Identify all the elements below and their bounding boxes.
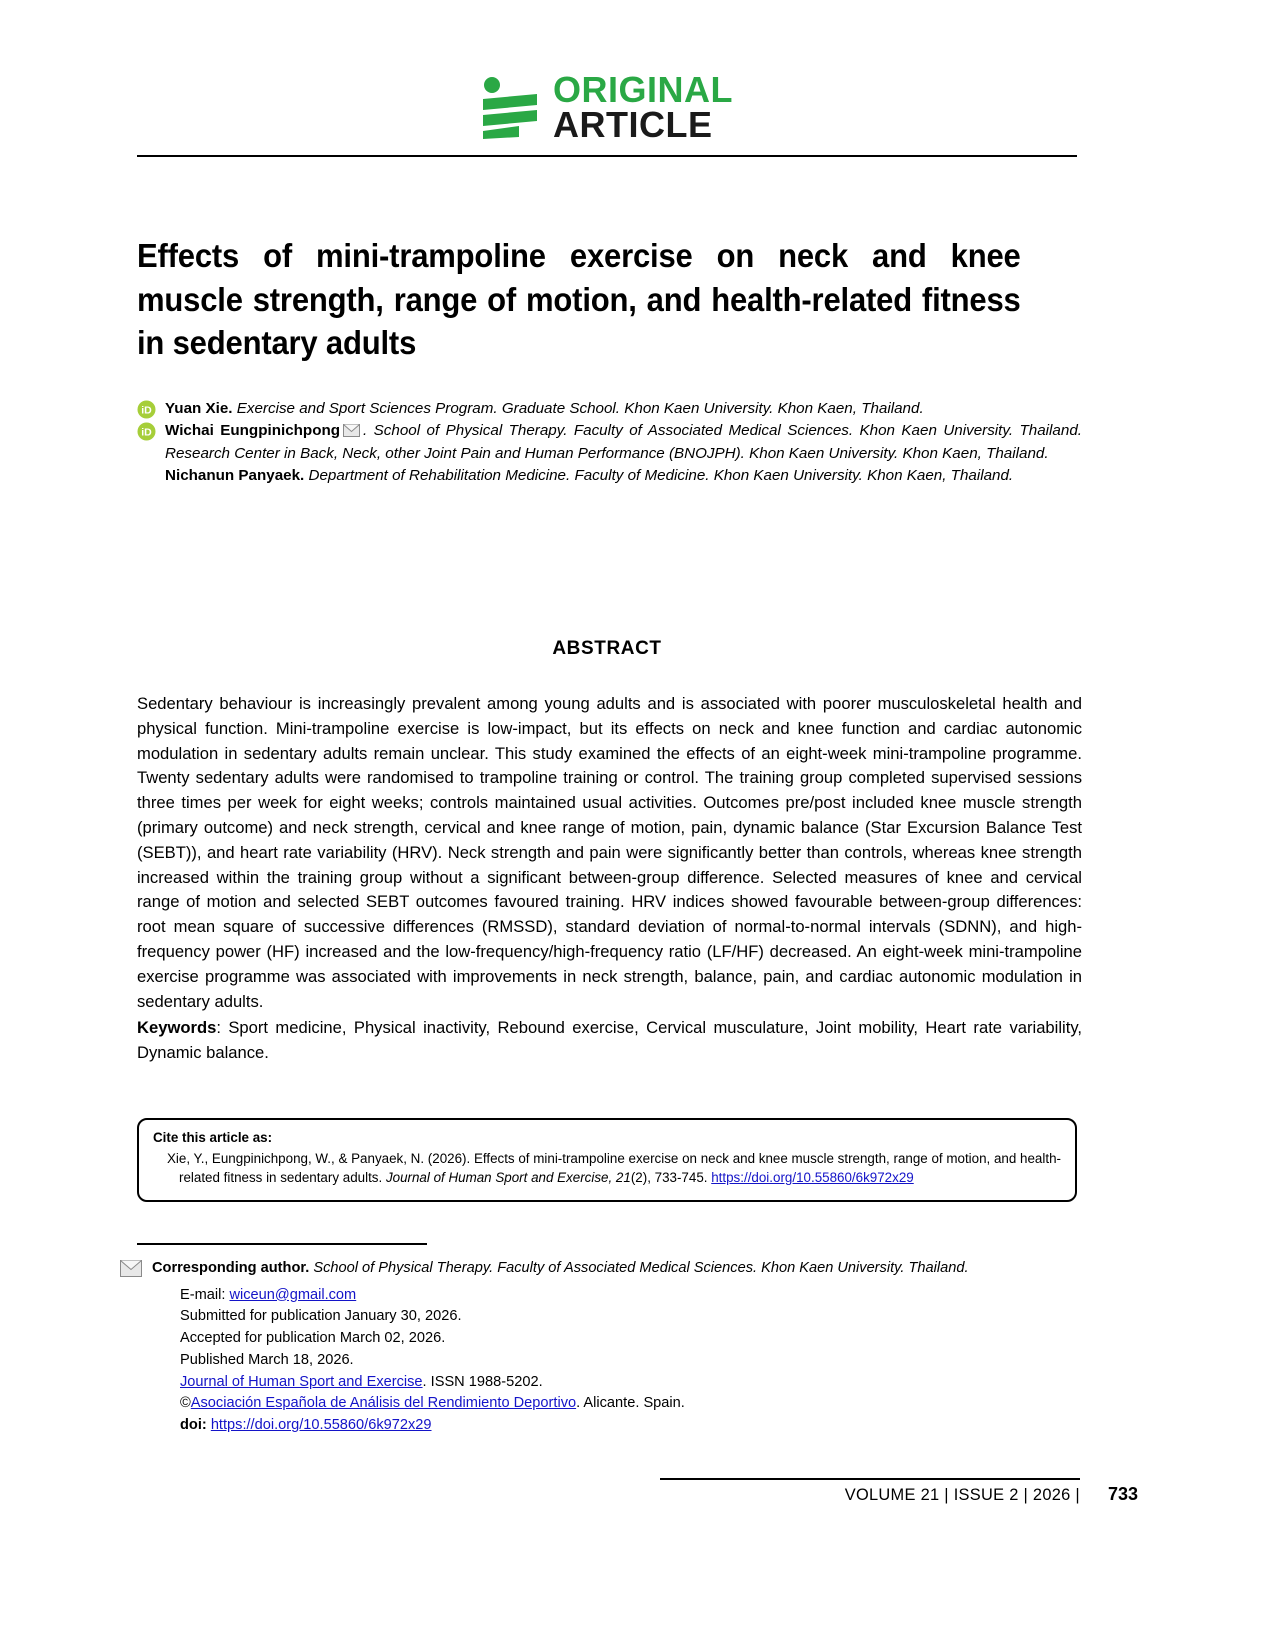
cite-doi-link[interactable]: https://doi.org/10.55860/6k972x29: [711, 1170, 914, 1186]
footnote-block: [120, 1258, 1080, 1437]
footnote-publisher-line: [180, 1393, 1080, 1415]
logo-text-original: ORIGINAL: [553, 68, 733, 110]
author-entry-3: [137, 465, 1082, 487]
page-title: Effects of mini-trampoline exercise on neck and knee muscle strength, range of motion, and health-related fitness in sedentary adults: [137, 237, 1021, 362]
svg-text:iD: iD: [141, 426, 152, 439]
author-affiliation: . School of Physical Therapy. Faculty of Associated Medical Sciences. Khon Kaen University. Thailand.: [363, 421, 1082, 439]
cite-journal-name: Journal of Human Sport and Exercise, 21: [385, 1170, 631, 1186]
journal-link[interactable]: Journal of Human Sport and Exercise: [180, 1373, 423, 1390]
cite-box-reference: [153, 1149, 1061, 1188]
email-label: E-mail:: [180, 1286, 230, 1303]
keywords-line: [137, 1016, 1082, 1066]
masthead-divider: [137, 155, 1077, 157]
footnote-submitted-line: Submitted for publication January 30, 2026.: [180, 1308, 462, 1325]
publisher-link[interactable]: Asociación Española de Análisis del Rendimiento Deportivo: [190, 1395, 577, 1412]
author-text: [165, 465, 1082, 487]
footer-divider: [660, 1478, 1080, 1480]
author-text: [165, 398, 1082, 420]
abstract-section: [137, 692, 1082, 1066]
corresponding-author-text: [152, 1258, 969, 1280]
cite-box-title: Cite this article as:: [153, 1130, 273, 1145]
keywords-label: Keywords: [137, 1018, 217, 1038]
footnote-detail-lines: [120, 1285, 1080, 1437]
publisher-city: . Alicante. Spain.: [576, 1395, 685, 1412]
author-text: [165, 420, 1082, 465]
abstract-text: Sedentary behaviour is increasingly prevalent among young adults and is associated with poorer musculoskeletal health and physical function. Mini-trampoline exercise is low-impact, but its effects on neck and knee function and cardiac autonomic modulation in sedentary adults remain unclear. This study examined the effects of an eight-week mini-trampoline programme. Twenty sedentary adults were randomised to trampoline training or control. The training group completed supervised sessions three times per week for eight weeks; controls maintained usual activities. Outcomes pre/post included knee muscle strength (primary outcome) and neck strength, cervical and knee range of motion, pain, dynamic balance (Star Excursion Balance Test (SEBT)), and heart rate variability (HRV). Neck strength and pain were significantly better than controls, whereas knee strength increased within the training group without a significant between-group difference. Selected measures of knee and cervical range of motion and selected SEBT outcomes favoured training. HRV indices showed favourable between-group differences: root mean square of successive differences (RMSSD), standard deviation of normal-to-normal intervals (SDNN), and high-frequency power (HF) increased and the low-frequency/high-frequency ratio (LF/HF) decreased. An eight-week mini-trampoline exercise programme was associated with improvements in neck strength, balance, pain, and cardiac autonomic modulation in sedentary adults.: [137, 694, 1082, 1011]
footnote-email-line: [180, 1285, 1080, 1307]
svg-text:iD: iD: [141, 404, 152, 417]
doi-label: doi:: [180, 1417, 211, 1434]
copyright-symbol: ©: [180, 1395, 191, 1412]
footnote-doi-line: [180, 1415, 1080, 1437]
striped-bars-logo-icon: [481, 77, 539, 139]
orcid-slot[interactable]: [137, 420, 165, 441]
footnote-divider: [137, 1243, 427, 1245]
cite-text-before: Xie, Y., Eungpinichpong, W., & Panyaek, N. (2026). Effects of mini-trampoline exercise on neck and knee muscle strength, range of motion, and health-related fitness in sedentary adults.: [167, 1151, 1061, 1186]
orcid-slot-empty: [137, 465, 165, 467]
author-list: [137, 398, 1082, 486]
keywords-value: : Sport medicine, Physical inactivity, Rebound exercise, Cervical musculature, Joint mobility, Heart rate variability, Dynamic balance.: [137, 1018, 1082, 1063]
cite-text-after: (2), 733-745.: [630, 1170, 712, 1186]
doi-link[interactable]: https://doi.org/10.55860/6k972x29: [210, 1417, 432, 1434]
footnote-accepted-line: Accepted for publication March 02, 2026.: [180, 1330, 446, 1347]
abstract-heading: ABSTRACT: [552, 638, 662, 659]
footer-volume-info: VOLUME 21 | ISSUE 2 | 2026 |: [844, 1486, 1080, 1504]
author-affiliation: Department of Rehabilitation Medicine. Faculty of Medicine. Khon Kaen University. Khon Kaen, Thailand.: [308, 466, 1014, 484]
journal-logo: [481, 68, 733, 145]
corresponding-author-line: [120, 1258, 1080, 1285]
corresponding-author-label: Corresponding author.: [152, 1260, 310, 1276]
author-affiliation: Exercise and Sport Sciences Program. Graduate School. Khon Kaen University. Khon Kaen, Thailand.: [236, 400, 924, 417]
logo-text-article: ARTICLE: [553, 103, 713, 145]
author-name: Wichai Eungpinichpong: [165, 421, 341, 439]
author-entry-1: [137, 398, 1082, 420]
orcid-id-icon[interactable]: [137, 422, 156, 441]
cite-this-article-box: [137, 1118, 1077, 1202]
envelope-icon[interactable]: [120, 1258, 146, 1285]
envelope-icon[interactable]: [343, 422, 360, 444]
author-affiliation-secondary: Research Center in Back, Neck, other Joint Pain and Human Performance (BNOJPH). Khon Kaen University. Khon Kaen, Thailand.: [165, 445, 1049, 463]
corresponding-author-affiliation: School of Physical Therapy. Faculty of Associated Medical Sciences. Khon Kaen University. Thailand.: [309, 1260, 969, 1276]
orcid-id-icon[interactable]: [137, 400, 156, 419]
footnote-journal-line: [180, 1372, 1080, 1394]
author-name: Nichanun Panyaek.: [165, 466, 305, 484]
masthead: [137, 60, 1077, 155]
footer-page-number: 733: [1107, 1484, 1138, 1504]
issn-text: . ISSN 1988-5202.: [422, 1373, 543, 1390]
author-name: Yuan Xie.: [165, 400, 233, 417]
email-link[interactable]: wiceun@gmail.com: [229, 1286, 357, 1303]
footnote-published-line: Published March 18, 2026.: [180, 1351, 354, 1368]
orcid-slot[interactable]: [137, 398, 165, 419]
author-entry-2: [137, 420, 1082, 465]
